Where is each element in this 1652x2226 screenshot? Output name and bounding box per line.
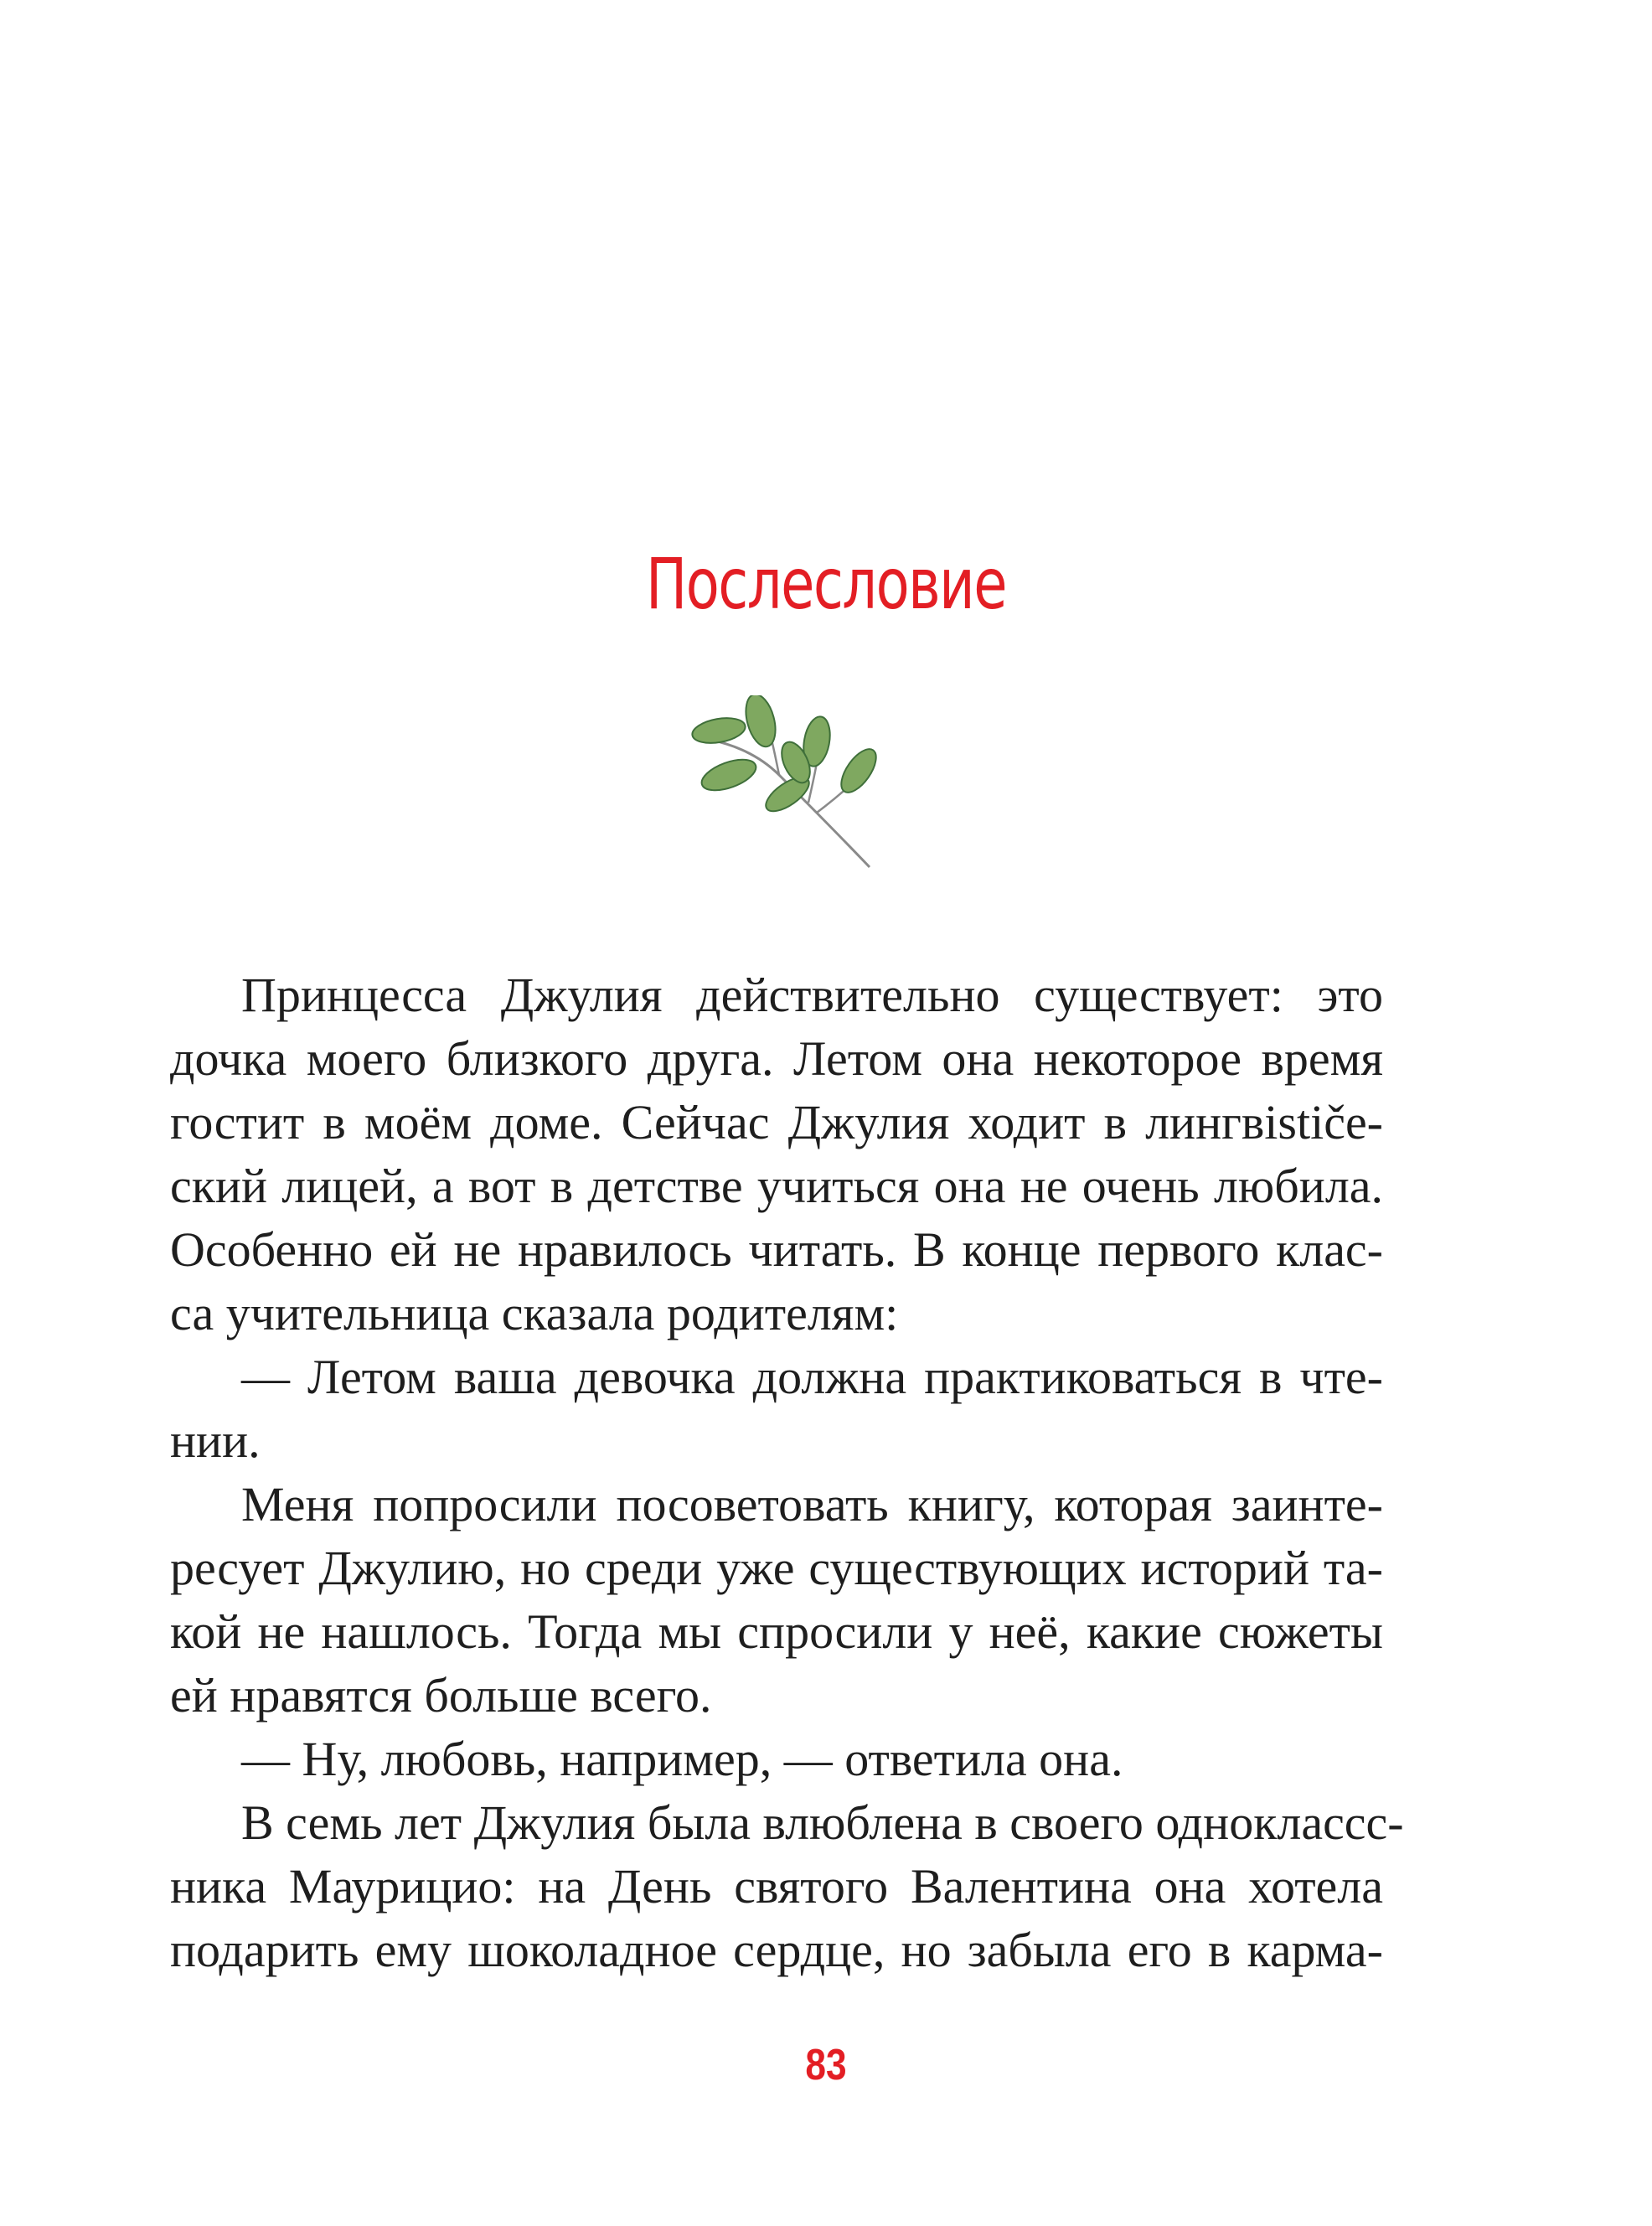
leafy-branch-icon xyxy=(679,695,888,888)
text-line: Меня попросили посоветовать книгу, которая заинте- xyxy=(241,1477,1383,1531)
text-line: нии. xyxy=(170,1413,261,1468)
text-line: гостит в моём доме. Сейчас Джулия ходит в лингвističe- xyxy=(170,1095,1383,1149)
text-line: дочка моего близкого друга. Летом она некоторое время xyxy=(170,1031,1383,1086)
text-line: ей нравятся больше всего. xyxy=(170,1668,712,1722)
text-line: В семь лет Джулия была влюблена в своего одноклассс- xyxy=(241,1795,1404,1850)
text-line: Особенно ей не нравилось читать. В конце первого клас- xyxy=(170,1222,1383,1277)
text-line: кой не нашлось. Тогда мы спросили у неё, какие сюжеты xyxy=(170,1604,1383,1659)
text-line: ника Маурицио: на День святого Валентина она хотела xyxy=(170,1859,1383,1914)
text-line: са учительница сказала родителям: xyxy=(170,1286,899,1340)
text-line: — Летом ваша девочка должна практиковаться в чте- xyxy=(241,1350,1383,1404)
text-line: — Ну, любовь, например, — ответила она. xyxy=(241,1732,1123,1786)
text-line: подарить ему шоколадное сердце, но забыла его в карма- xyxy=(170,1923,1383,1977)
text-line: ресует Джулию, но среди уже существующих историй та- xyxy=(170,1541,1383,1595)
body-text xyxy=(170,963,1404,1982)
text-line: ский лицей, а вот в детстве учиться она не очень любила. xyxy=(170,1159,1383,1213)
text-line: Принцесса Джулия действительно существует: это xyxy=(241,968,1383,1022)
page-title: Послесловие xyxy=(646,543,1006,625)
page-number: 83 xyxy=(805,2041,847,2089)
